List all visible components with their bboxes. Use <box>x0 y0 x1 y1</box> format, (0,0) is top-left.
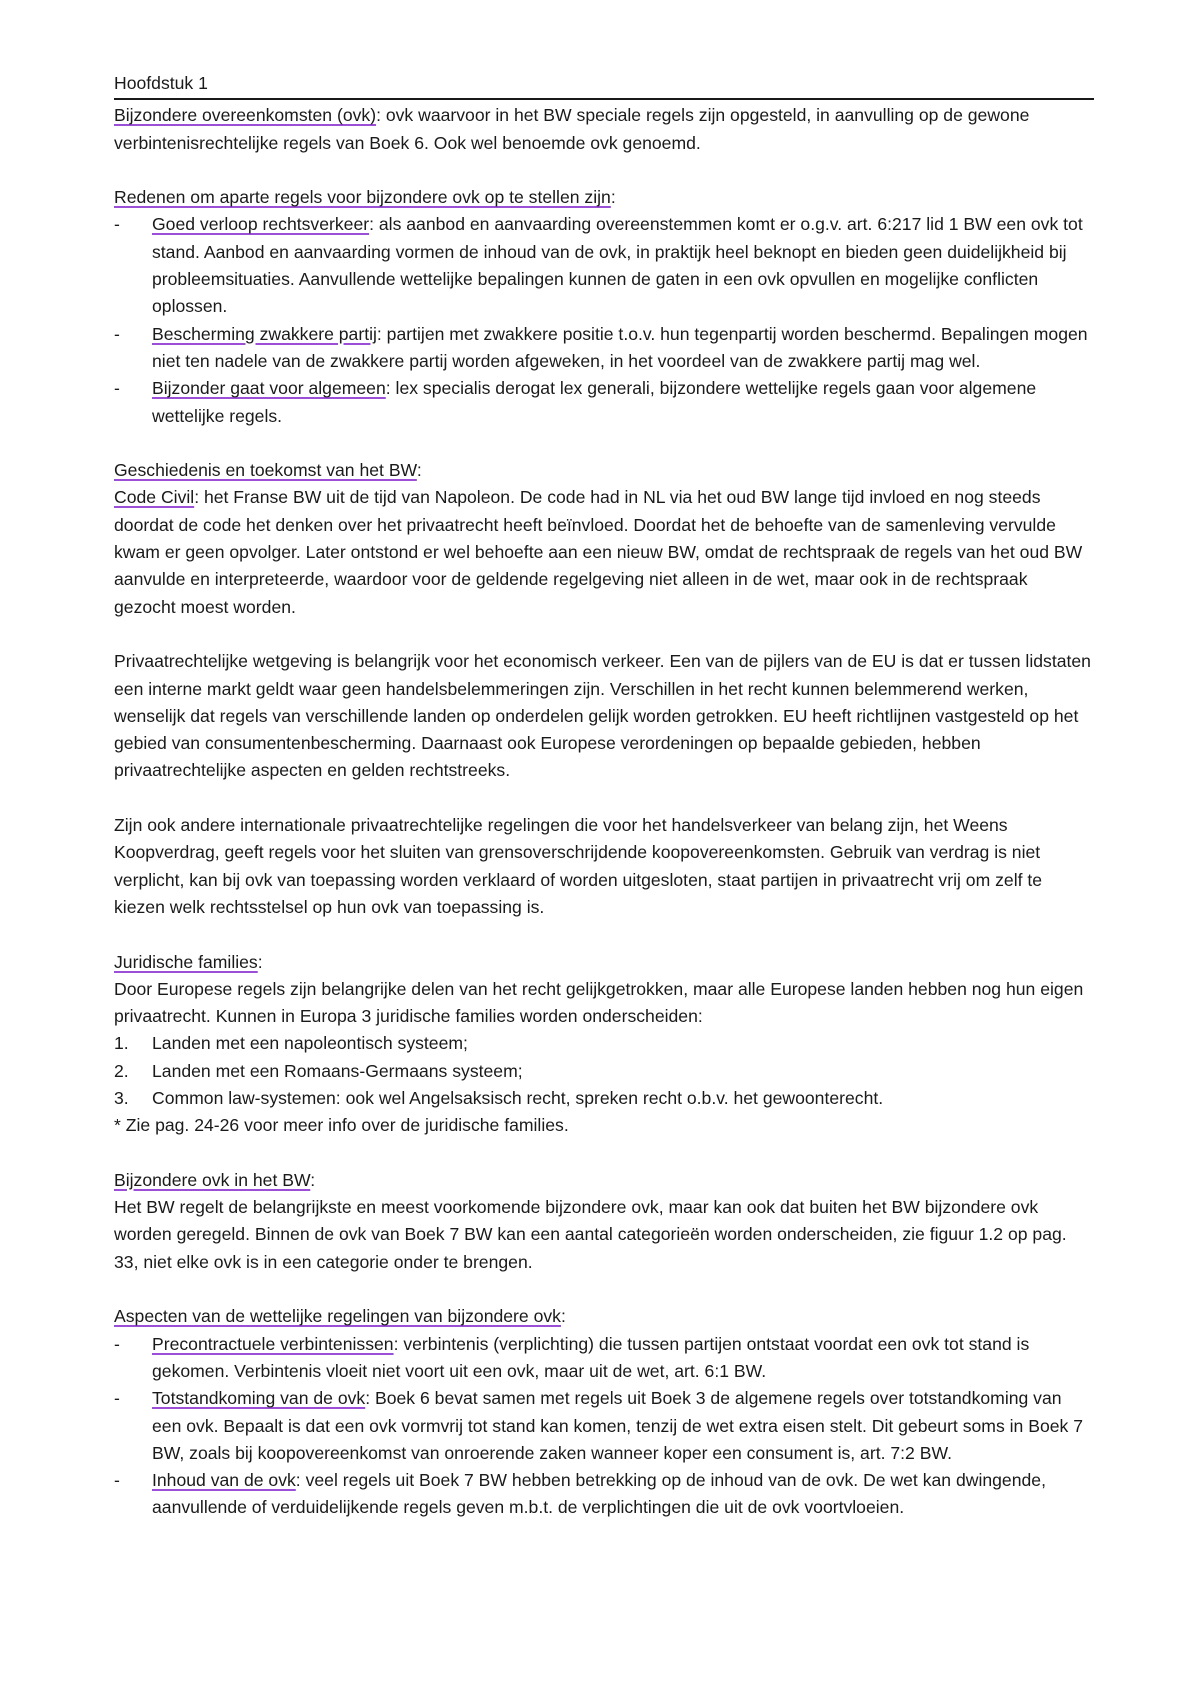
aspecten-heading: Aspecten van de wettelijke regelingen van bijzondere ovk: <box>114 1306 566 1327</box>
list-item: - Bescherming zwakkere partij: partijen met zwakkere positie t.o.v. hun tegenpartij worden beschermd. Bepalingen mogen niet ten nadele van de zwakkere partij worden afgeweken, in het voordeel van de zwakkere partij mag wel. <box>114 321 1094 376</box>
privaatrecht-paragraph: Privaatrechtelijke wetgeving is belangrijk voor het economisch verkeer. Een van de pijlers van de EU is dat er tussen lidstaten een interne markt geldt waar geen handelsbelemmeringen zijn. Verschillen in het recht kunnen belemmerend werken, wenselijk dat regels van verschillende landen op onderdelen gelijk worden getrokken. EU heeft richtlijnen vastgesteld op het gebied van consumentenbescherming. Daarnaast ook Europese verordeningen op bepaalde gebieden, hebben privaatrechtelijke aspecten en gelden rechtstreeks. <box>114 651 1091 781</box>
families-note: * Zie pag. 24-26 voor meer info over de juridische families. <box>114 1115 569 1136</box>
aspecten-list <box>114 1331 1094 1522</box>
list-item: 1. Landen met een napoleontisch systeem; <box>114 1033 468 1054</box>
redenen-list <box>114 211 1094 429</box>
chapter-title: Hoofdstuk 1 <box>114 70 1094 100</box>
code-civil-paragraph: Code Civil: het Franse BW uit de tijd van Napoleon. De code had in NL via het oud BW lange tijd invloed en nog steeds doordat de code het denken over het privaatrecht heeft beïnvloed. Doordat het de behoefte van de samenleving vervulde kwam er geen opvolger. Later ontstond er wel behoefte aan een nieuw BW, omdat de rechtspraak de regels van het oud BW aanvulde en interpreteerde, waardoor voor de geldende regelgeving niet alleen in de wet, maar ook in de rechtspraak gezocht moest worden. <box>114 487 1083 617</box>
list-item: 3. Common law-systemen: ook wel Angelsaksisch recht, spreken recht o.b.v. het gewoonterecht. <box>114 1087 884 1108</box>
intro-text: : ovk waarvoor in het BW speciale regels zijn opgesteld, in aanvulling op de gewone verbintenisrechtelijke regels van Boek 6. Ook wel benoemde ovk genoemd. <box>114 105 1030 153</box>
document-page <box>114 70 1094 1522</box>
geschiedenis-heading: Geschiedenis en toekomst van het BW: <box>114 460 422 481</box>
families-intro: Door Europese regels zijn belangrijke delen van het recht gelijkgetrokken, maar alle Europese landen hebben nog hun eigen privaatrecht. Kunnen in Europa 3 juridische families worden onderscheiden: <box>114 978 1084 1027</box>
list-item: - Precontractuele verbintenissen: verbintenis (verplichting) die tussen partijen ontstaat voordat een ovk tot stand is gekomen. Verbintenis vloeit niet voort uit een ovk, maar uit de wet, art. 6:1 BW. <box>114 1331 1094 1386</box>
intro-paragraph <box>114 102 1094 157</box>
list-item: - Totstandkoming van de ovk: Boek 6 bevat samen met regels uit Boek 3 de algemene regels over totstandkoming van een ovk. Bepaalt is dat een ovk vormvrij tot stand kan komen, tenzij de wet extra eisen stelt. Dit gebeurt soms in Boek 7 BW, zoals bij koopovereenkomst van onroerende zaken wanneer koper een consument is, art. 7:2 BW. <box>114 1385 1094 1467</box>
bijzondere-bw-heading: Bijzondere ovk in het BW: <box>114 1169 316 1190</box>
redenen-heading: Redenen om aparte regels voor bijzondere ovk op te stellen zijn: <box>114 187 616 208</box>
families-heading: Juridische families: <box>114 951 263 972</box>
list-item: - Bijzonder gaat voor algemeen: lex specialis derogat lex generali, bijzondere wettelijke regels gaan voor algemene wettelijke regels. <box>114 375 1094 430</box>
list-item: - Inhoud van de ovk: veel regels uit Boek 7 BW hebben betrekking op de inhoud van de ovk. De wet kan dwingende, aanvullende of verduidelijkende regels geven m.b.t. de verplichtingen die uit de ovk voortvloeien. <box>114 1467 1094 1522</box>
bijzondere-bw-paragraph: Het BW regelt de belangrijkste en meest voorkomende bijzondere ovk, maar kan ook dat buiten het BW bijzondere ovk worden geregeld. Binnen de ovk van Boek 7 BW kan een aantal categorieën worden onderscheiden, zie figuur 1.2 op pag. 33, niet elke ovk is in een categorie onder te brengen. <box>114 1197 1067 1272</box>
intro-term: Bijzondere overeenkomsten (ovk) <box>114 105 377 126</box>
list-item: 2. Landen met een Romaans-Germaans systeem; <box>114 1060 523 1081</box>
families-list <box>114 1030 1094 1112</box>
internationaal-paragraph: Zijn ook andere internationale privaatrechtelijke regelingen die voor het handelsverkeer van belang zijn, het Weens Koopverdrag, geeft regels voor het sluiten van grensoverschrijdende koopovereenkomsten. Gebruik van verdrag is niet verplicht, kan bij ovk van toepassing worden verklaard of worden uitgesloten, staat partijen in privaatrecht vrij om zelf te kiezen welk rechtsstelsel op hun ovk van toepassing is. <box>114 815 1043 917</box>
list-item: - Goed verloop rechtsverkeer: als aanbod en aanvaarding overeenstemmen komt er o.g.v. art. 6:217 lid 1 BW een ovk tot stand. Aanbod en aanvaarding vormen de inhoud van de ovk, in praktijk heel beknopt en bieden geen duidelijkheid bij probleemsituaties. Aanvullende wettelijke bepalingen kunnen de gaten in een ovk opvullen en mogelijke conflicten oplossen. <box>114 211 1094 320</box>
